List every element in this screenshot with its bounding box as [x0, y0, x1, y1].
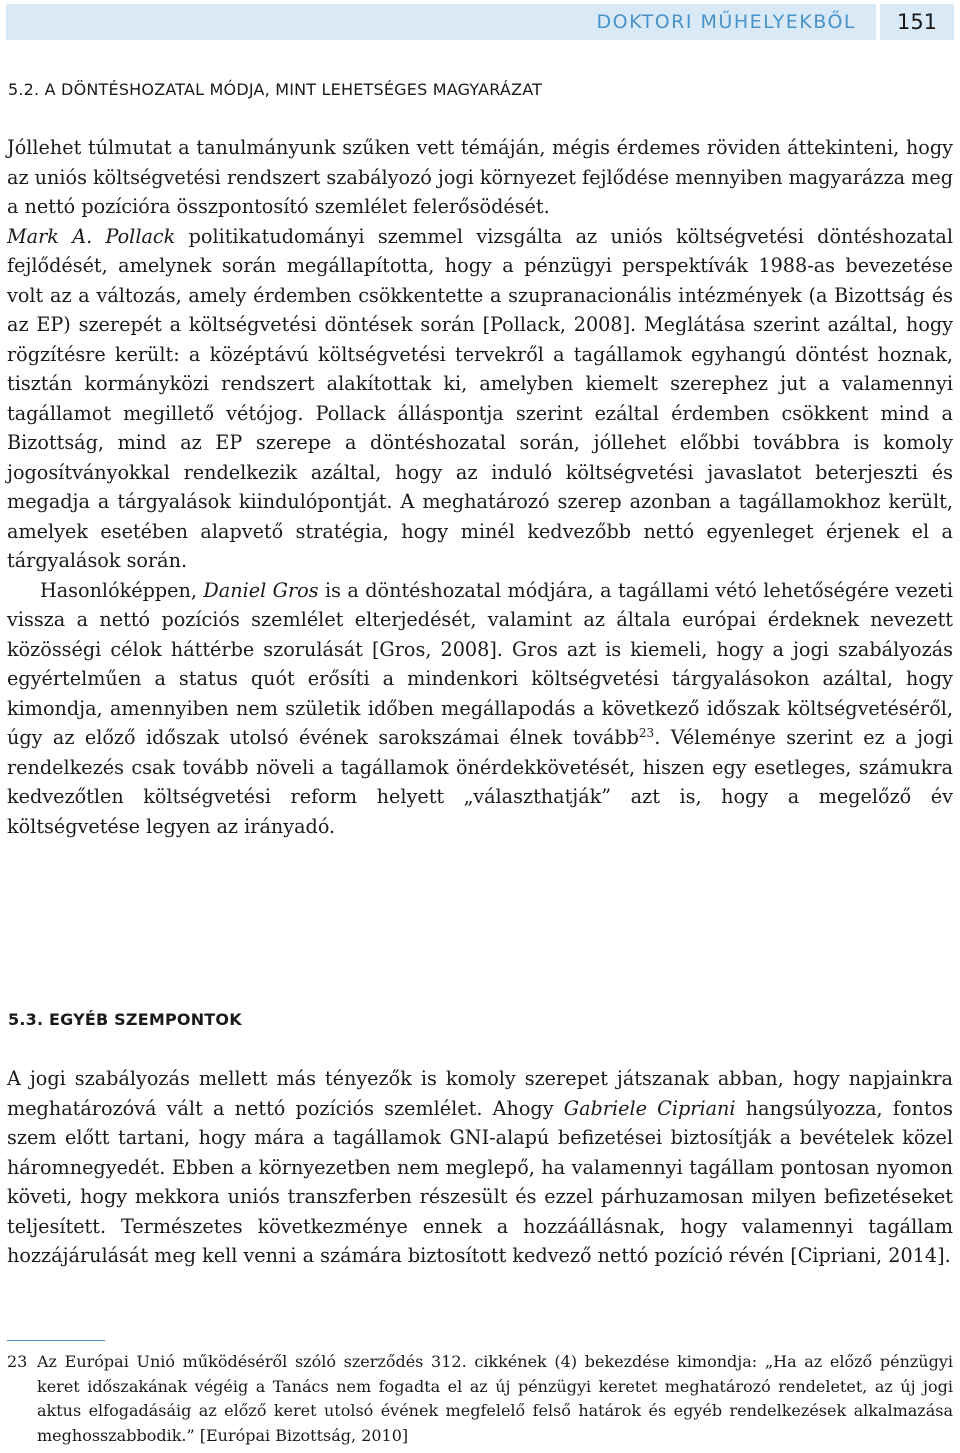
paragraph-text: politikatudományi szemmel vizsgálta az uniós költségvetési döntéshozatal fejlődését, amelynek során megállapította, hogy a pénzügyi perspektívák 1988-as bevezetése volt az a változás, amely érdemben csökkentette a szupranacionális intézmények (a Bizottság és az EP) szerepét a költségvetési döntések során [Pollack, 2008]. Meglátása szerint azáltal, hogy rögzítésre került: a középtávú költségvetési tervekről a tagállamok egyhangú döntést hoznak, tisztán kormányközi rendszert alakítottak ki, amelyben kiemelt szerephez jut a valamennyi tagállamot megillető vétójog. Pollack álláspontja szerint ezáltal érdemben csökkent mind a Bizottság, mind az EP szerepe a döntéshozatal során, jóllehet előbbi továbbra is komoly jogosítványokkal rendelkezik azáltal, hogy az induló költségvetési javaslatot beterjeszti és megadja a tárgyalások kiindulópontját. A meghatározó szerep azonban a tagállamokhoz került, amelyek esetében alapvető stratégia, hogy minél kedvezőbb nettó egyenleget érjenek el a tárgyalások során.: [7, 224, 954, 572]
paragraph: [7, 222, 953, 576]
paragraph-text: . Véleménye szerint ez a jogi rendelkezés csak tovább növeli a tagállamok önérdekkövetését, hiszen egy esetleges, számukra kedvezőtlen költségvetési reform helyett „választhatják” azt is, hogy a megelőző év költségvetése legyen az irányadó.: [7, 726, 953, 838]
author-name: Mark A. Pollack: [7, 224, 176, 248]
page-number: 151: [880, 4, 954, 40]
paragraph: [7, 1064, 953, 1271]
paragraph: Jóllehet túlmutat a tanulmányunk szűken vett témáján, mégis érdemes röviden áttekinteni, hogy az uniós költségvetési rendszert szabályozó jogi környezet fejlődése mennyiben magyarázza meg a nettó pozícióra összpontosító szemlélet felerősödését.: [7, 136, 953, 218]
footnote-number: 23: [7, 1352, 28, 1371]
section-heading-5-3: 5.3. EGYÉB SZEMPONTOK: [8, 1010, 242, 1029]
paragraph-text: Hasonlóképpen,: [40, 578, 204, 602]
page-header: [6, 4, 954, 40]
section-5-3-body: [7, 1064, 953, 1271]
footnote-reference[interactable]: 23: [638, 726, 655, 740]
author-name: Gabriele Cipriani: [563, 1096, 736, 1120]
footnote-text: Az Európai Unió működéséről szóló szerződés 312. cikkének (4) bekezdése kimondja: „Ha az előző pénzügyi keret időszakának végéig a Tanács nem fogadta el az új pénzügyi keretet meghatározó rendeletet, az új jogi aktus elfogadásáig az előző keret utolsó évének megfelelő felső határok és egyéb rendelkezések alkalmazása meghosszabbodik.” [Európai Bizottság, 2010]: [37, 1352, 953, 1445]
section-5-2-body: [7, 133, 953, 841]
footnote-divider: [7, 1340, 105, 1341]
running-title: DOKTORI MŰHELYEKBŐL: [6, 4, 876, 40]
paragraph-text: A jogi szabályozás mellett más tényezők is komoly szerepet játszanak abban, hogy napjainkra meghatározóvá vált a nettó pozíciós szemlélet. Ahogy: [7, 1067, 953, 1120]
section-heading-5-2: 5.2. A DÖNTÉSHOZATAL MÓDJA, MINT LEHETSÉGES MAGYARÁZAT: [8, 80, 543, 99]
author-name: Daniel Gros: [203, 578, 319, 602]
paragraph: [7, 576, 953, 842]
footnote: [7, 1350, 953, 1448]
paragraph-text: hangsúlyozza, fontos szem előtt tartani, hogy mára a tagállamok GNI-alapú befizetései biztosítják a bevételek közel háromnegyedét. Ebben a környezetben nem meglepő, ha valamennyi tagállam pontosan nyomon követi, hogy mekkora uniós transzferben részesült és ezzel párhuzamosan milyen befizetéseket teljesített. Természetes következménye ennek a hozzáállásnak, hogy valamennyi tagállam hozzájárulását meg kell venni a számára biztosított kedvező nettó pozíció révén [Cipriani, 2014].: [7, 1096, 953, 1267]
paragraph-text: is a döntéshozatal módjára, a tagállami vétó lehetőségére vezeti vissza a nettó pozíciós szemlélet elterjedését, valamint az általa európai érdeknek nevezett közösségi célok háttérbe szorulását [Gros, 2008]. Gros azt is kiemeli, hogy a jogi szabályozás egyértelműen a status quót erősíti a mindenkori költségvetési tárgyalásokon azáltal, hogy kimondja, amennyiben nem születik időben megállapodás a következő időszak költségvetéséről, úgy az előző időszak utolsó évének sarokszámai élnek tovább: [7, 578, 953, 749]
